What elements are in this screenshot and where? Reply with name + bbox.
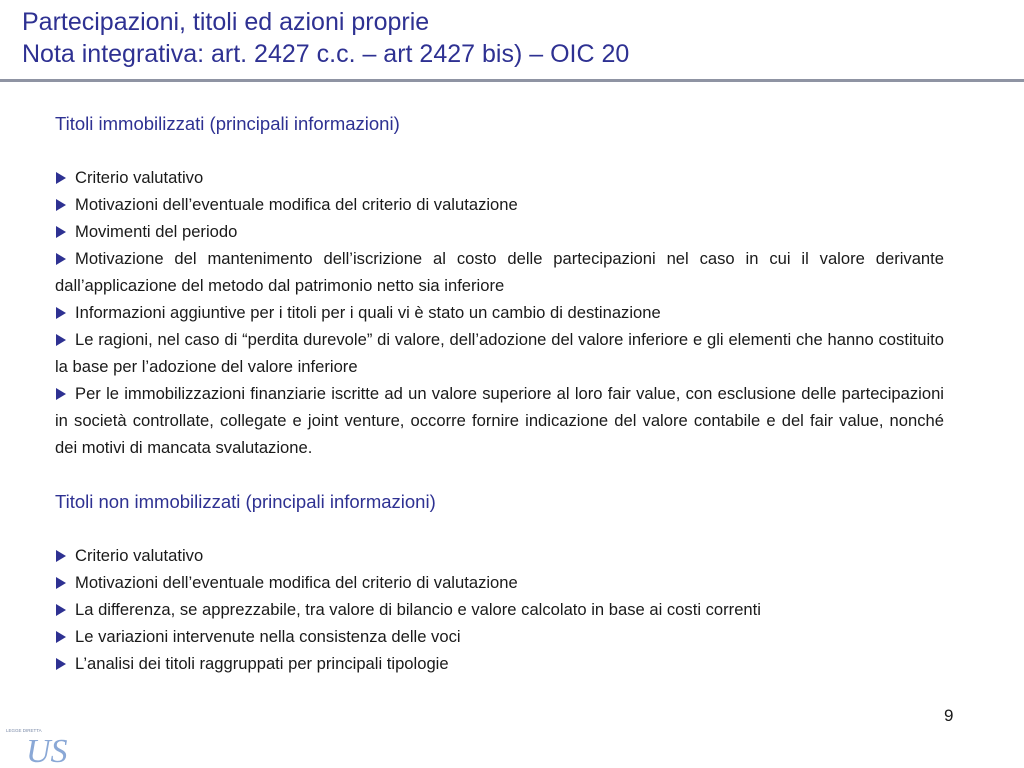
spacer [55,137,944,164]
header-divider [0,79,1024,82]
arrow-bullet-icon [56,550,66,562]
list-item-text: Motivazione del mantenimento dell’iscrizione al costo delle partecipazioni nel caso in cui il valore derivante dall’applicazione del metodo dal patrimonio netto sia inferiore [55,249,944,295]
list-item [55,191,944,218]
list-item-text: La differenza, se apprezzabile, tra valore di bilancio e valore calcolato in base ai costi correnti [75,600,761,619]
arrow-bullet-icon [56,226,66,238]
arrow-bullet-icon [56,604,66,616]
title-line-2: Nota integrativa: art. 2427 c.c. – art 2427 bis) – OIC 20 [22,40,630,68]
list-item-text: Criterio valutativo [75,546,204,565]
list-item [55,218,944,245]
list-item [55,245,944,299]
list-item [55,326,944,380]
page-number: 9 [944,706,954,725]
list-item-text: Motivazioni dell’eventuale modifica del criterio di valutazione [75,195,518,214]
spacer [55,515,944,542]
list-item [55,569,944,596]
list-item-text: Per le immobilizzazioni finanziarie iscritte ad un valore superiore al loro fair value, con esclusione delle partecipazioni in società controllate, collegate e joint venture, occorre fornire indicazione del valore contabile e del fair value, nonché dei motivi di mancata svalutazione. [55,384,944,457]
list-item-text: Le ragioni, nel caso di “perdita durevole” di valore, dell’adozione del valore inferiore e gli elementi che hanno costituito la base per l’adozione del valore inferiore [55,330,944,376]
title-line-1: Partecipazioni, titoli ed azioni proprie [22,8,430,36]
slide-title [22,6,1012,70]
section-titoli-immobilizzati [55,110,944,461]
list-item-text: Movimenti del periodo [75,222,238,241]
section-heading: Titoli immobilizzati (principali informazioni) [55,113,400,134]
list-item [55,596,944,623]
arrow-bullet-icon [56,199,66,211]
arrow-bullet-icon [56,658,66,670]
logo-small-text: LEGGE DIRETTA [6,728,42,733]
list-item-text: L’analisi dei titoli raggruppati per principali tipologie [75,654,449,673]
arrow-bullet-icon [56,334,66,346]
university-logo-icon [2,722,82,768]
arrow-bullet-icon [56,172,66,184]
arrow-bullet-icon [56,253,66,265]
list-item [55,623,944,650]
arrow-bullet-icon [56,631,66,643]
list-item [55,380,944,461]
section-titoli-non-immobilizzati [55,472,944,677]
list-item-text: Motivazioni dell’eventuale modifica del criterio di valutazione [75,573,518,592]
list-item-text: Informazioni aggiuntive per i titoli per i quali vi è stato un cambio di destinazione [75,303,661,322]
arrow-bullet-icon [56,388,66,400]
section-heading: Titoli non immobilizzati (principali informazioni) [55,491,436,512]
arrow-bullet-icon [56,577,66,589]
list-item [55,542,944,569]
list-item [55,164,944,191]
slide-content [55,110,944,677]
logo-letters: US [26,733,68,768]
list-item-text: Le variazioni intervenute nella consistenza delle voci [75,627,461,646]
spacer [55,472,944,488]
arrow-bullet-icon [56,307,66,319]
list-item [55,650,944,677]
list-item-text: Criterio valutativo [75,168,204,187]
list-item [55,299,944,326]
